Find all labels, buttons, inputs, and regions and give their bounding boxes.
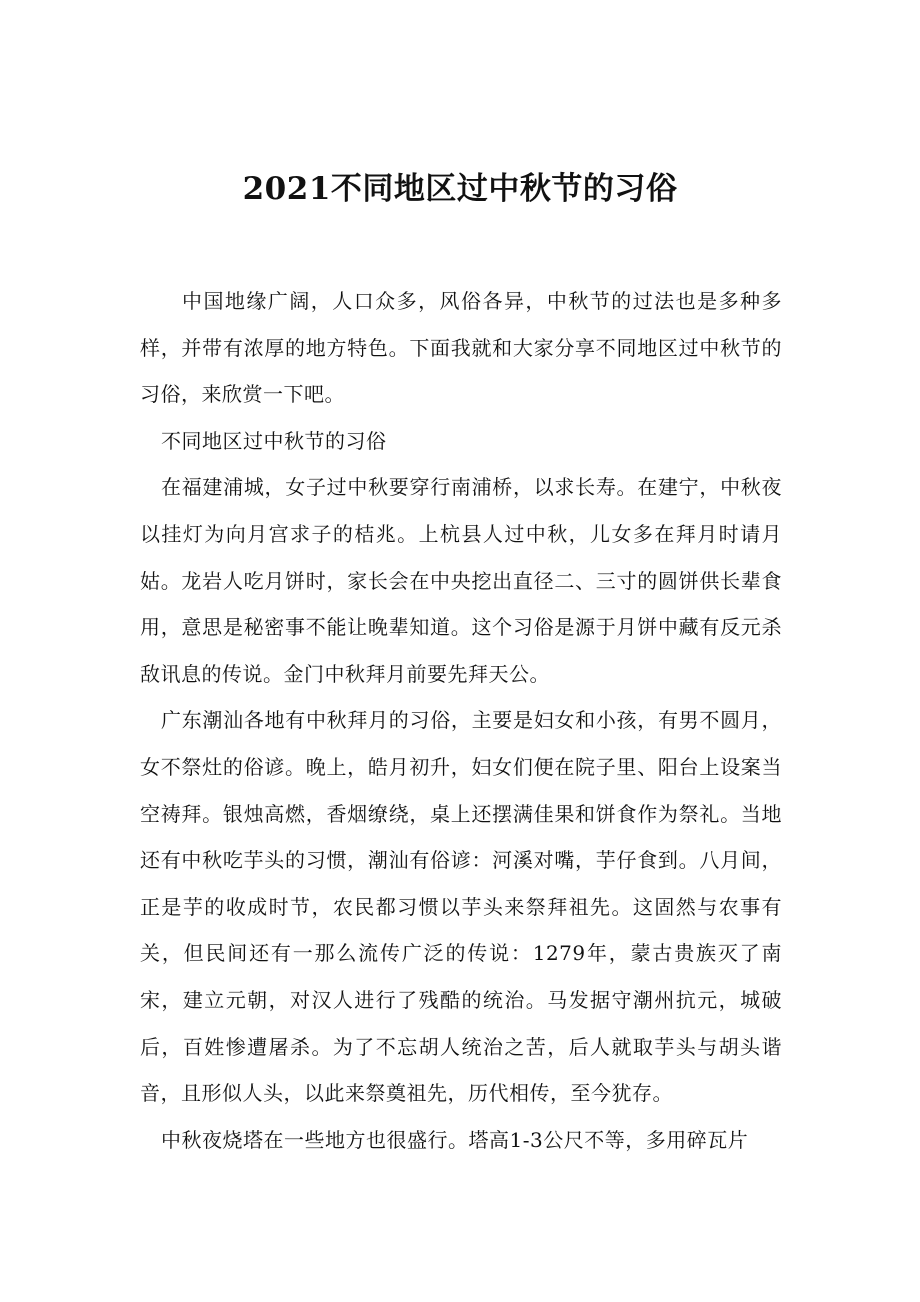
section-heading: 不同地区过中秋节的习俗 [161,428,387,453]
fujian-paragraph: 在福建浦城，女子过中秋要穿行南浦桥，以求长寿。在建宁，中秋夜以挂灯为向月宫求子的桔兆。上杭县人过中秋，儿女多在拜月时请月姑。龙岩人吃月饼时，家长会在中央挖出直径二、三寸的圆饼供长辈食用，意思是秘密事不能让晚辈知道。这个习俗是源于月饼中藏有反元杀敌讯息的传说。金门中秋拜月前要先拜天公。 [140,475,782,686]
document-body [140,278,782,1163]
document-title: 2021不同地区过中秋节的习俗 [242,170,678,207]
tower-paragraph: 中秋夜烧塔在一些地方也很盛行。塔高1-3公尺不等，多用碎瓦片 [161,1127,749,1152]
intro-paragraph: 中国地缘广阔，人口众多，风俗各异，中秋节的过法也是多种多样，并带有浓厚的地方特色。下面我就和大家分享不同地区过中秋节的习俗，来欣赏一下吧。 [140,289,782,407]
chaoshan-paragraph: 广东潮汕各地有中秋拜月的习俗，主要是妇女和小孩，有男不圆月，女不祭灶的俗谚。晚上，皓月初升，妇女们便在院子里、阳台上设案当空祷拜。银烛高燃，香烟缭绕，桌上还摆满佳果和饼食作为祭礼。当地还有中秋吃芋头的习惯，潮汕有俗谚：河溪对嘴，芋仔食到。八月间，正是芋的收成时节，农民都习惯以芋头来祭拜祖先。这固然与农事有关，但民间还有一那么流传广泛的传说：1279年，蒙古贵族灭了南宋，建立元朝，对汉人进行了残酷的统治。马发据守潮州抗元，城破后，百姓惨遭屠杀。为了不忘胡人统治之苦，后人就取芋头与胡头谐音，且形似人头，以此来祭奠祖先，历代相传，至今犹存。 [140,708,782,1106]
